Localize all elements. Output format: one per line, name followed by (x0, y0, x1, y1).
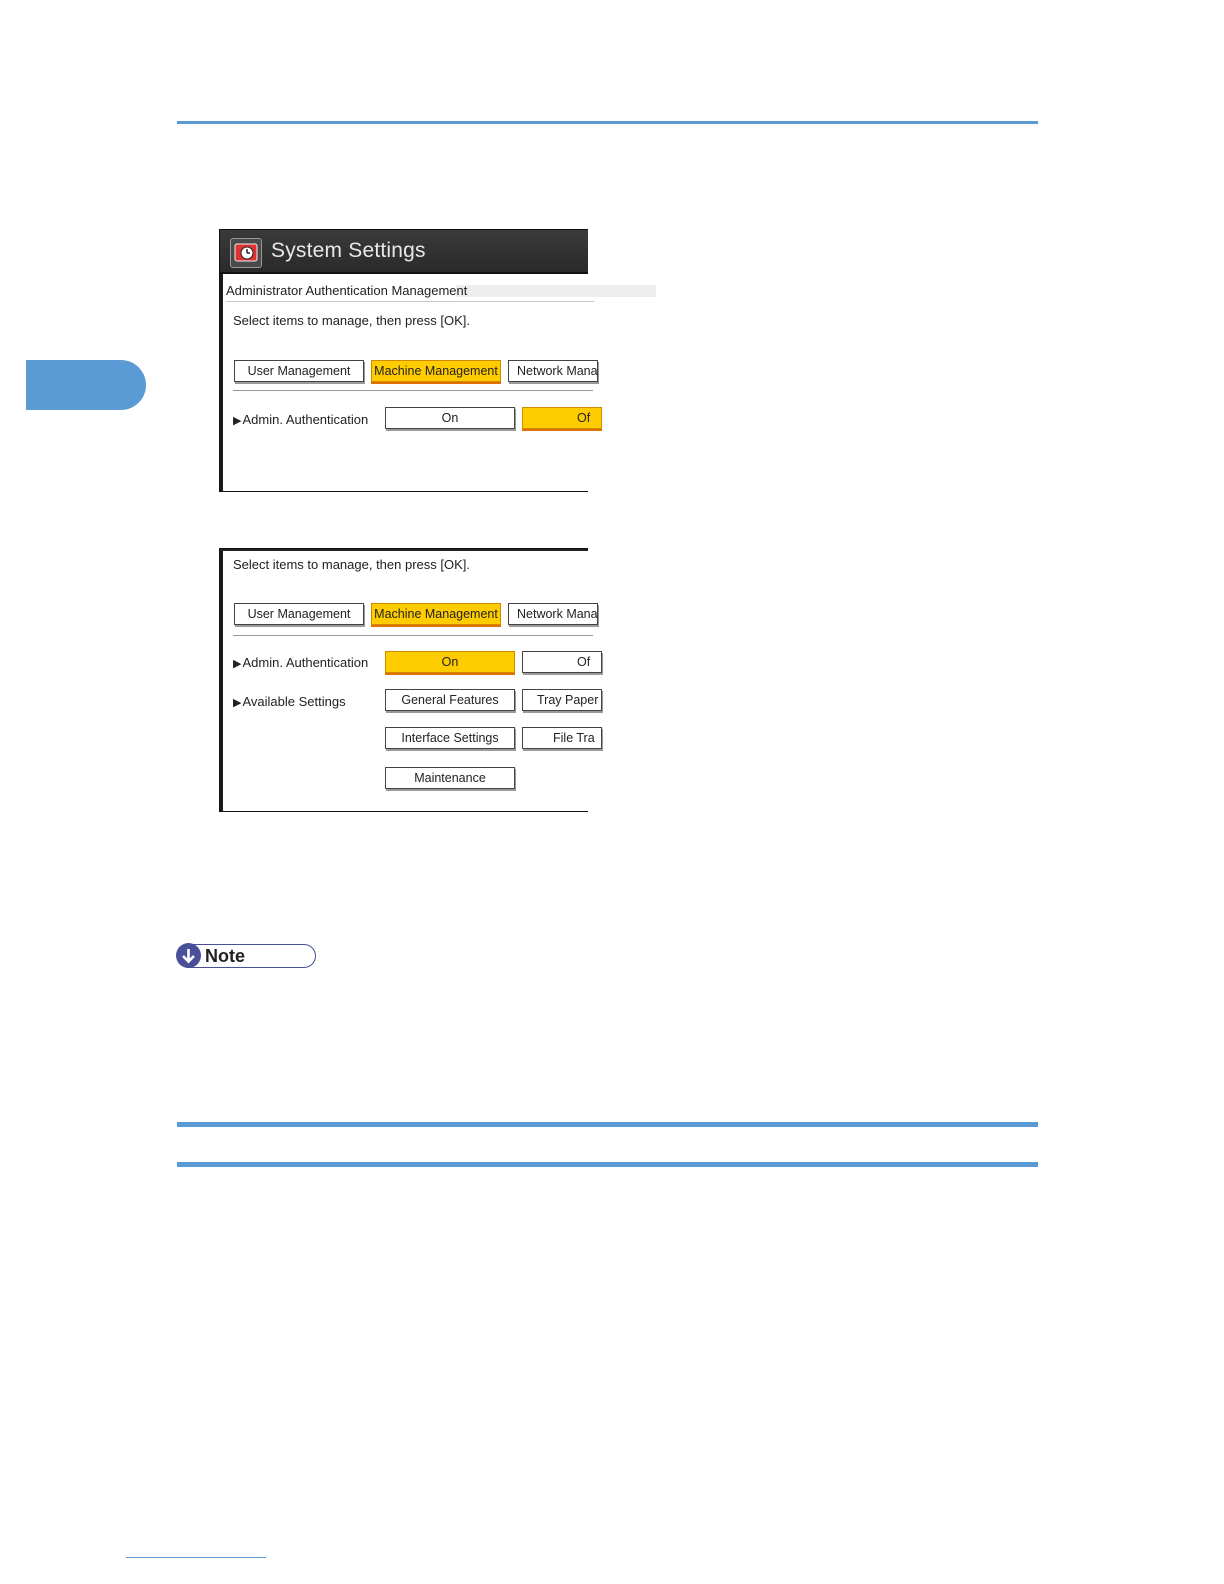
triangle-right-icon: ▶ (233, 658, 242, 670)
down-arrow-icon (176, 943, 201, 968)
available-settings-row (233, 694, 346, 709)
admin-authentication-label: Admin. Authentication (242, 655, 369, 670)
chapter-tab (26, 360, 146, 410)
tray-paper-button[interactable]: Tray Paper (522, 689, 602, 711)
file-transfer-button[interactable]: File Tra (522, 727, 602, 749)
divider (233, 635, 593, 636)
window-title: System Settings (271, 239, 426, 262)
note-label: Note (205, 946, 245, 966)
system-settings-icon (230, 238, 262, 268)
general-features-button[interactable]: General Features (385, 689, 515, 711)
tab-user-management[interactable]: User Management (234, 603, 364, 625)
screenshot-admin-auth-off (219, 229, 598, 492)
interface-settings-button[interactable]: Interface Settings (385, 727, 515, 749)
screenshot-admin-auth-on (219, 548, 599, 812)
admin-auth-on-button[interactable]: On (385, 407, 515, 429)
tab-user-management[interactable]: User Management (234, 360, 364, 382)
admin-auth-on-button[interactable]: On (385, 651, 515, 673)
tab-machine-management[interactable]: Machine Management (371, 360, 501, 382)
divider (233, 390, 593, 391)
instruction-text: Select items to manage, then press [OK]. (233, 313, 471, 328)
maintenance-button[interactable]: Maintenance (385, 767, 515, 789)
admin-authentication-row (233, 412, 368, 427)
section-rule-top (177, 1122, 1038, 1127)
section-rule-bottom (177, 1162, 1038, 1167)
available-settings-label: Available Settings (242, 694, 346, 709)
tab-machine-management[interactable]: Machine Management (371, 603, 501, 625)
screen-left-border (220, 549, 223, 811)
triangle-right-icon: ▶ (233, 415, 242, 427)
admin-auth-off-button[interactable]: Of (522, 651, 602, 673)
admin-auth-off-button[interactable]: Of (522, 407, 602, 429)
tab-network-management[interactable]: Network Mana (508, 360, 598, 382)
admin-authentication-row (233, 655, 368, 670)
triangle-right-icon: ▶ (233, 697, 242, 709)
admin-authentication-label: Admin. Authentication (242, 412, 369, 427)
note-badge (177, 944, 316, 968)
section-header-label: Administrator Authentication Management (226, 283, 468, 298)
instruction-text: Select items to manage, then press [OK]. (233, 557, 471, 572)
title-bar (220, 230, 588, 274)
section-header (226, 283, 594, 302)
header-rule (177, 121, 1038, 124)
tab-network-management[interactable]: Network Mana (508, 603, 598, 625)
footer-rule (126, 1557, 266, 1558)
